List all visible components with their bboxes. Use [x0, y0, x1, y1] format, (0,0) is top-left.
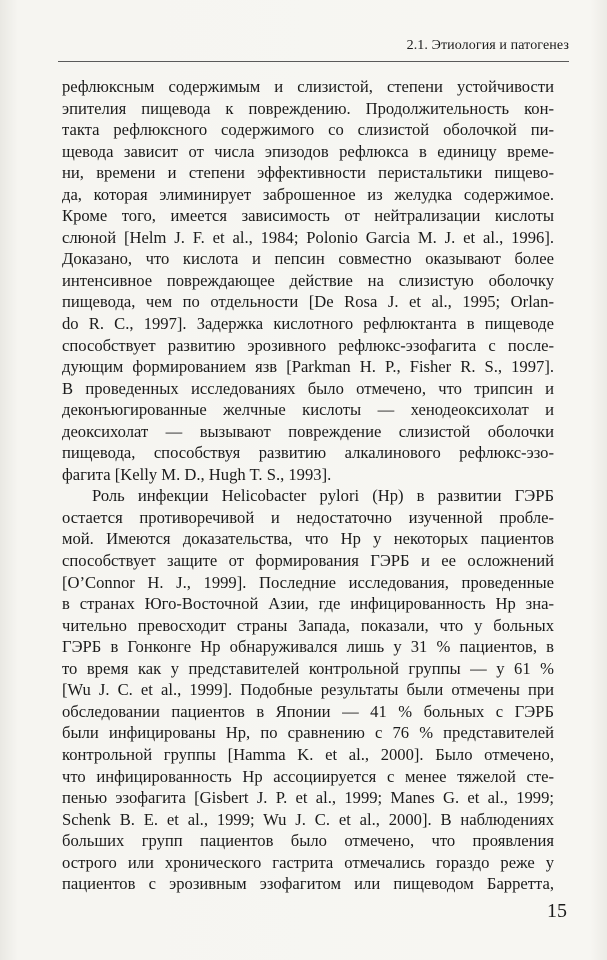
text-line: мой. Имеются доказательства, что Hp у некоторых пациентов — [62, 529, 554, 549]
text-line: способствует защите от формирования ГЭРБ и ее осложнений — [62, 551, 554, 571]
text-line: способствует развитию эрозивного рефлюкс-эзофагита с после- — [62, 335, 554, 355]
text-line: в странах Юго-Восточной Азии, где инфицированность Hp зна- — [62, 594, 554, 614]
text-line: [O’Connor H. J., 1999]. Последние исследования, проведенные — [62, 572, 554, 592]
text-line: рефлюксным содержимым и слизистой, степени устойчивости — [62, 77, 554, 96]
text-line: были инфицированы Hp, по сравнению с 76 % представителей — [62, 723, 554, 743]
text-line: do R. C., 1997]. Задержка кислотного рефлюктанта в пищеводе — [62, 314, 554, 334]
text-line: да, которая элиминирует заброшенное из желудка содержимое. — [62, 184, 554, 204]
text-line: Доказано, что кислота и пепсин совместно оказывают более — [62, 249, 554, 269]
text-line: острого или хронического гастрита отмечались гораздо реже у — [62, 852, 554, 872]
text-line: остается противоречивой и недостаточно изученной пробле- — [62, 507, 554, 527]
running-header: 2.1. Этиология и патогенез — [58, 37, 569, 62]
text-line: ни, времени и степени эффективности перистальтики пищево- — [62, 163, 554, 183]
text-line: больших групп пациентов было отмечено, что проявления — [62, 831, 554, 851]
text-line: интенсивное повреждающее действие на слизистую оболочку — [62, 270, 554, 290]
text-line: деоксихолат — вызывают повреждение слизистой оболочки — [62, 421, 554, 441]
text-line: пациентов с эрозивным эзофагитом или пищеводом Барретта, — [62, 874, 554, 894]
text-line: пенью эзофагита [Gisbert J. P. et al., 1999; Manes G. et al., 1999; — [62, 788, 554, 808]
text-line: то время как у представителей контрольной группы — у 61 % — [62, 658, 554, 678]
text-line: фагита [Kelly M. D., Hugh T. S., 1993]. — [62, 464, 332, 484]
text-line: контрольной группы [Hamma K. et al., 2000]. Было отмечено, — [62, 744, 554, 764]
page-number: 15 — [547, 900, 567, 922]
text-line: [Wu J. C. et al., 1999]. Подобные результаты были отмечены при — [62, 680, 554, 700]
text-line: Schenk B. E. et al., 1999; Wu J. C. et al., 2000]. В наблюдениях — [62, 809, 554, 829]
text-line: что инфицированность Hp ассоциируется с менее тяжелой сте- — [62, 766, 554, 786]
text-line: слюной [Helm J. F. et al., 1984; Polonio Garcia M. J. et al., 1996]. — [62, 227, 554, 247]
text-line: чительно превосходит страны Запада, показали, что у больных — [62, 615, 554, 635]
text-line: В проведенных исследованиях было отмечено, что трипсин и — [62, 378, 554, 398]
text-line: обследовании пациентов в Японии — 41 % больных с ГЭРБ — [62, 701, 554, 721]
text-line: щевода зависит от числа эпизодов рефлюкса в единицу време- — [62, 141, 554, 161]
text-line: Кроме того, имеется зависимость от нейтрализации кислоты — [62, 206, 554, 226]
text-line: пищевода, способствуя развитию алкалинового рефлюкс-эзо- — [62, 443, 554, 463]
text-line: ГЭРБ в Гонконге Hp обнаруживался лишь у 31 % пациентов, в — [62, 637, 554, 657]
text-line: пищевода, чем по отдельности [De Rosa J. et al., 1995; Orlan- — [62, 292, 554, 312]
text-line: Роль инфекции Helicobacter pylori (Hp) в развитии ГЭРБ — [92, 486, 554, 506]
text-line: дующим формированием язв [Parkman H. P., Fisher R. S., 1997]. — [62, 357, 554, 377]
body-text — [62, 76, 554, 895]
text-line: деконъюгированные желчные кислоты — хенодеоксихолат и — [62, 400, 554, 420]
text-line: эпителия пищевода к повреждению. Продолжительность кон- — [62, 98, 554, 118]
text-line: такта рефлюксного содержимого со слизистой оболочкой пи- — [62, 120, 554, 140]
